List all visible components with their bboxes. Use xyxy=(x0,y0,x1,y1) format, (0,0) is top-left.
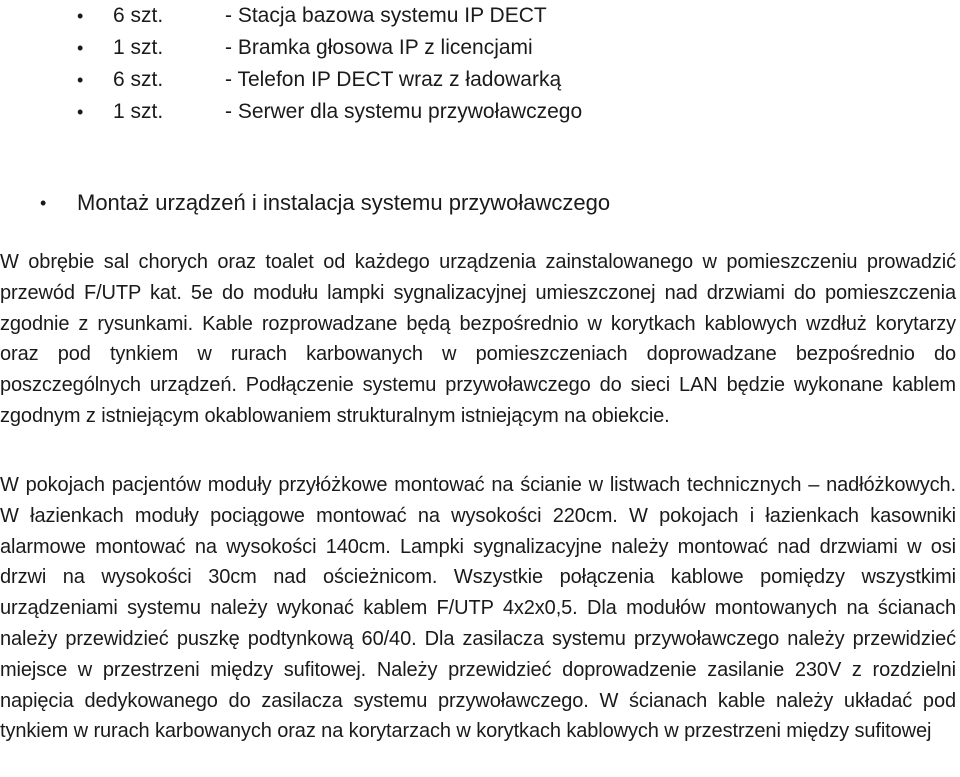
item-quantity: 6 szt. xyxy=(113,68,164,91)
list-item xyxy=(0,0,960,32)
item-description: - Serwer dla systemu przywoławczego xyxy=(225,100,583,123)
list-item xyxy=(0,64,960,96)
item-quantity: 1 szt. xyxy=(113,100,164,123)
section-heading xyxy=(0,186,960,220)
bullet-icon: • xyxy=(77,38,84,58)
bullet-icon: • xyxy=(77,102,84,122)
equipment-list xyxy=(0,0,960,128)
item-description: - Stacja bazowa systemu IP DECT xyxy=(225,4,547,27)
list-item xyxy=(0,96,960,128)
bullet-icon: • xyxy=(77,6,84,26)
item-quantity: 6 szt. xyxy=(113,4,164,27)
section-heading-text: Montaż urządzeń i instalacja systemu przywoławczego xyxy=(77,190,611,215)
item-description: - Telefon IP DECT wraz z ładowarką xyxy=(225,68,562,91)
paragraph-mounting: W pokojach pacjentów moduły przyłóżkowe montować na ścianie w listwach technicznych – nadłóżkowych. W łazienkach moduły pociągowe montować na wysokości 220cm. W pokojach i łazienkach kasowniki alarmowe montować na wysokości 140cm. Lampki sygnalizacyjne należy montować nad drzwiami w osi drzwi na wysokości 30cm nad ościeżnicom. Wszystkie połączenia kablowe pomiędzy wszystkimi urządzeniami systemu należy wykonać kablem F/UTP 4x2x0,5. Dla modułów montowanych na ścianach należy przewidzieć puszkę podtynkową 60/40. Dla zasilacza systemu przywoławczego należy przewidzieć miejsce w przestrzeni między sufitowej. Należy przewidzieć doprowadzenie zasilanie 230V z rozdzielni napięcia dedykowanego do zasilacza systemu przywoławczego. W ścianach kable należy układać pod tynkiem w rurach karbowanych oraz na korytarzach w korytkach kablowych w przestrzeni między sufitowej xyxy=(0,474,956,743)
list-item xyxy=(0,32,960,64)
paragraph-cabling: W obrębie sal chorych oraz toalet od każdego urządzenia zainstalowanego w pomieszczeniu prowadzić przewód F/UTP kat. 5e do modułu lampki sygnalizacyjnej umieszczonej nad drzwiami do pomieszczenia zgodnie z rysunkami. Kable rozprowadzane będą bezpośrednio w korytkach kablowych wzdłuż korytarzy oraz pod tynkiem w rurach karbowanych w pomieszczeniach doprowadzane bezpośrednio do poszczególnych urządzeń. Podłączenie systemu przywoławczego do sieci LAN będzie wykonane kablem zgodnym z istniejącym okablowaniem strukturalnym istniejącym na obiekcie. xyxy=(0,251,956,427)
bullet-icon: • xyxy=(77,70,84,90)
bullet-icon: • xyxy=(40,193,47,213)
item-quantity: 1 szt. xyxy=(113,36,164,59)
item-description: - Bramka głosowa IP z licencjami xyxy=(225,36,533,59)
